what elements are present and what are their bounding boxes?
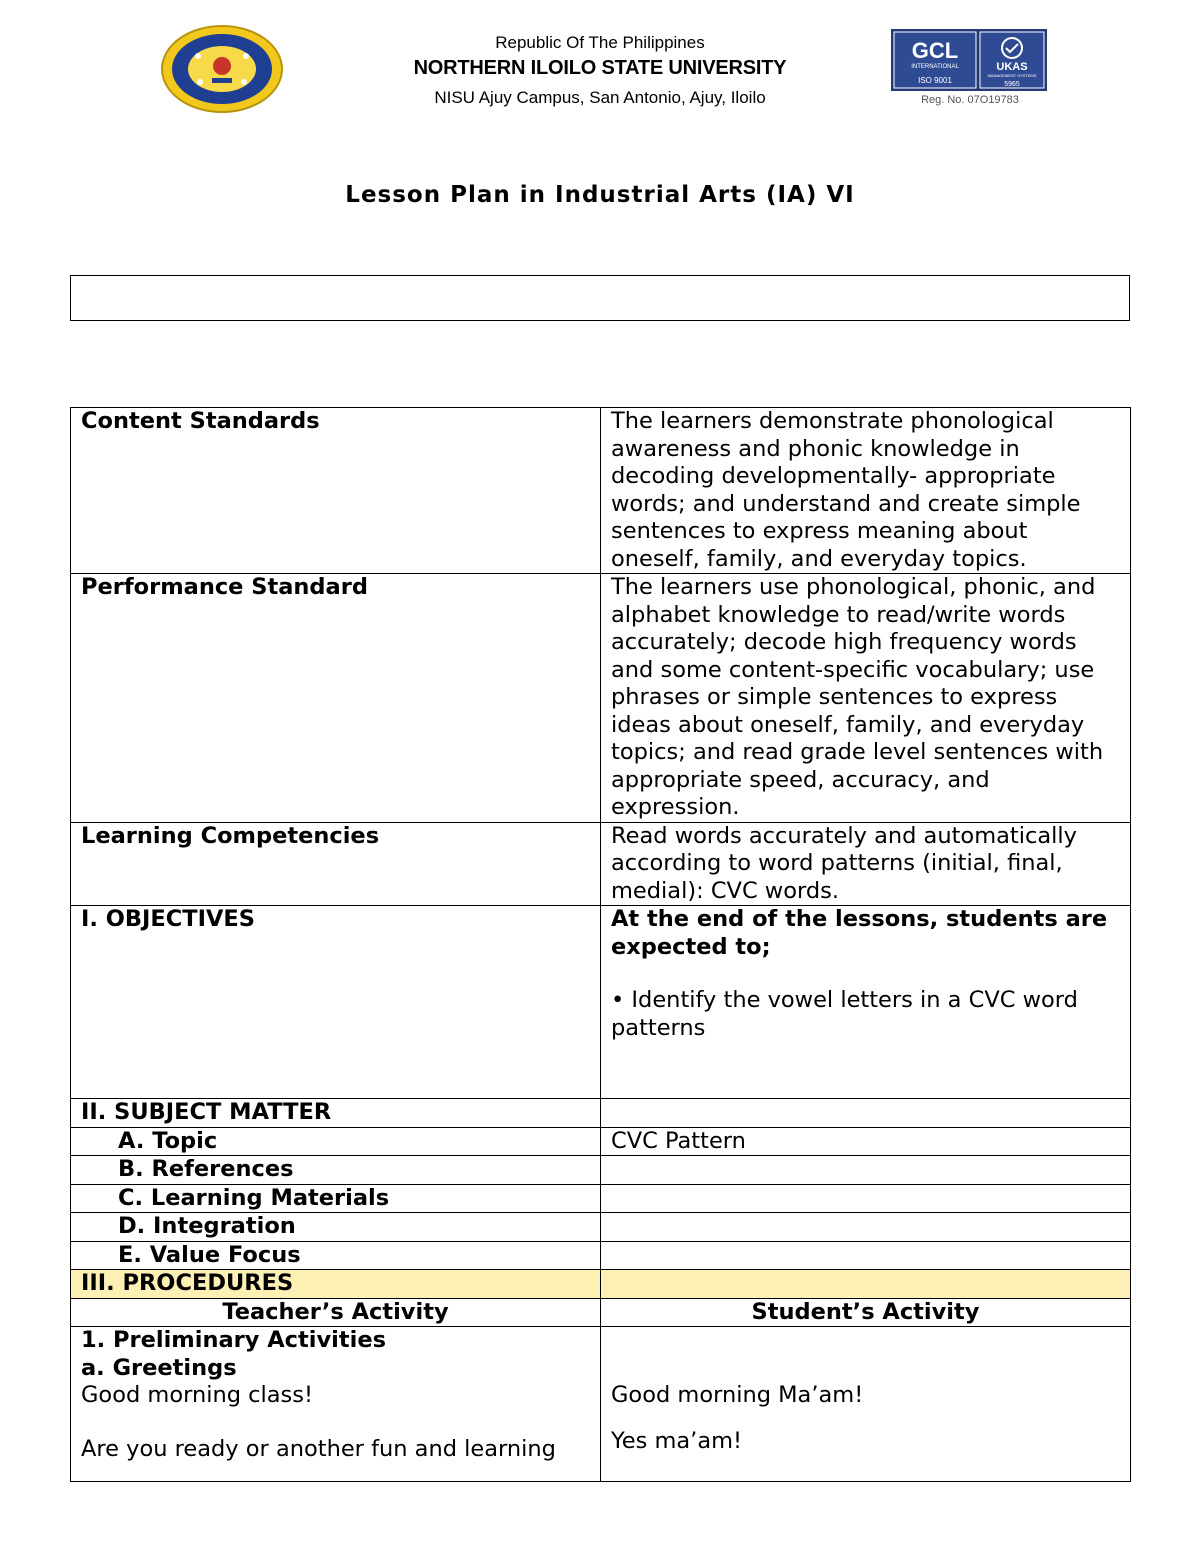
value-focus-label: E. Value Focus xyxy=(71,1241,601,1270)
teacher-line-1: Good morning class! xyxy=(81,1382,314,1408)
empty-cell xyxy=(601,1184,1131,1213)
table-row xyxy=(71,574,1131,823)
preliminary-activities: 1. Preliminary Activities xyxy=(81,1327,386,1353)
teacher-activity-header: Teacher’s Activity xyxy=(71,1298,601,1327)
content-standards-value: The learners demonstrate phonological awareness and phonic knowledge in decoding developmentally- appropriate words; and understand and create simple sentences to express meaning about oneself, family, and everyday topics. xyxy=(601,408,1131,574)
content-standards-label: Content Standards xyxy=(71,408,601,574)
cert-brand-sub: INTERNATIONAL xyxy=(911,64,959,70)
table-row xyxy=(71,1127,1131,1156)
certification-logo xyxy=(890,28,1050,106)
table-row xyxy=(71,1156,1131,1185)
table-row xyxy=(71,1213,1131,1242)
teacher-activity-cell xyxy=(71,1327,601,1482)
document-title: Lesson Plan in Industrial Arts (IA) VI xyxy=(345,182,855,208)
cert-reg-no: Reg. No. 07O19783 xyxy=(921,94,1019,106)
header-campus: NISU Ajuy Campus, San Antonio, Ajuy, Iloilo xyxy=(434,88,766,107)
integration-label: D. Integration xyxy=(71,1213,601,1242)
lesson-plan-table xyxy=(70,407,1131,1482)
student-line-2: Yes ma’am! xyxy=(611,1427,743,1454)
table-row xyxy=(71,1298,1131,1327)
empty-cell xyxy=(601,1156,1131,1185)
table-row xyxy=(71,1327,1131,1482)
objectives-cell xyxy=(601,906,1131,1099)
learning-competencies-value: Read words accurately and automatically according to word patterns (initial, final, medial): CVC words. xyxy=(601,822,1131,906)
performance-standard-value: The learners use phonological, phonic, and alphabet knowledge to read/write words accurately; decode high frequency words and some content-specific vocabulary; use phrases or simple sentences to express ideas about oneself, family, and everyday topics; and read grade level sentences with appropriate speed, accuracy, and expression. xyxy=(601,574,1131,823)
empty-cell xyxy=(601,1213,1131,1242)
greetings: a. Greetings xyxy=(81,1354,237,1381)
topic-label: A. Topic xyxy=(71,1127,601,1156)
cert-ukas-number: 5965 xyxy=(1004,81,1020,88)
learning-materials-label: C. Learning Materials xyxy=(71,1184,601,1213)
references-label: B. References xyxy=(71,1156,601,1185)
cert-iso: ISO 9001 xyxy=(918,76,952,85)
performance-standard-label: Performance Standard xyxy=(71,574,601,823)
subject-matter-label: II. SUBJECT MATTER xyxy=(71,1099,601,1128)
cert-brand: GCL xyxy=(911,38,959,63)
objectives-label: I. OBJECTIVES xyxy=(71,906,601,1099)
table-row xyxy=(71,408,1131,574)
student-activity-header: Student’s Activity xyxy=(601,1298,1131,1327)
table-row xyxy=(71,906,1131,1099)
table-row xyxy=(71,1270,1131,1299)
empty-cell xyxy=(601,1099,1131,1128)
table-row xyxy=(71,1184,1131,1213)
table-row xyxy=(71,822,1131,906)
learning-competencies-label: Learning Competencies xyxy=(71,822,601,906)
objectives-item: • Identify the vowel letters in a CVC word patterns xyxy=(611,987,1078,1041)
teacher-line-2: Are you ready or another fun and learning xyxy=(81,1435,556,1462)
topic-value: CVC Pattern xyxy=(601,1127,1131,1156)
empty-cell xyxy=(601,1270,1131,1299)
header-country: Republic Of The Philippines xyxy=(495,33,705,52)
blank-info-box xyxy=(70,275,1130,321)
university-seal-logo xyxy=(160,24,284,114)
objectives-intro: At the end of the lessons, students are expected to; xyxy=(611,906,1108,960)
procedures-label: III. PROCEDURES xyxy=(71,1270,601,1299)
empty-cell xyxy=(601,1241,1131,1270)
cert-ukas: UKAS xyxy=(996,61,1028,73)
student-activity-cell xyxy=(601,1327,1131,1482)
table-row xyxy=(71,1241,1131,1270)
header-university-name: NORTHERN ILOILO STATE UNIVERSITY xyxy=(413,57,787,79)
cert-ukas-sub: MANAGEMENT SYSTEMS xyxy=(987,73,1037,78)
table-row xyxy=(71,1099,1131,1128)
student-line-1: Good morning Ma’am! xyxy=(611,1382,864,1408)
